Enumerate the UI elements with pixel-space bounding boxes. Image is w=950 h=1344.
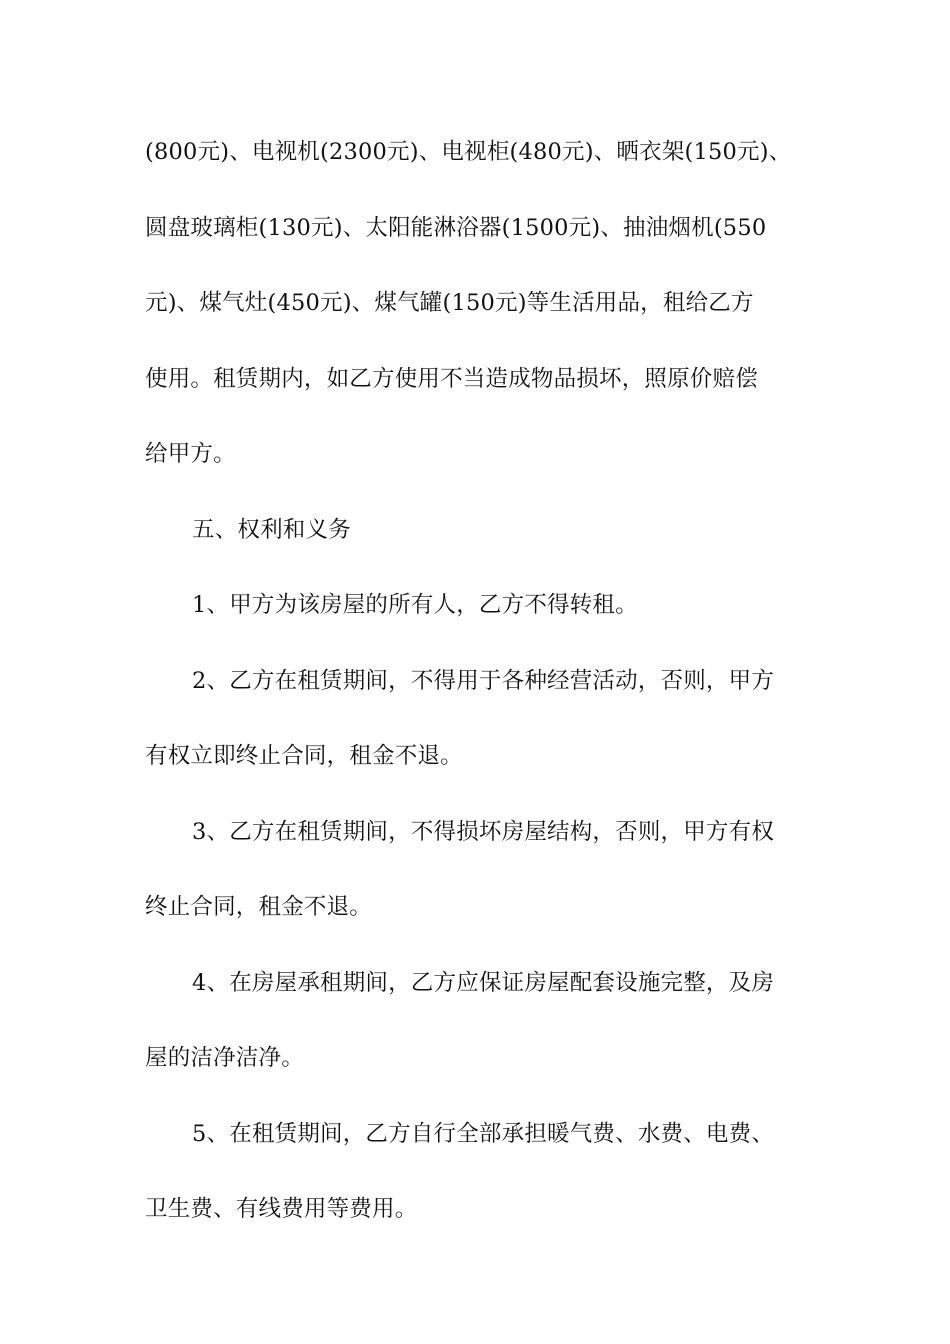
- paragraph-line: 3、乙方在租赁期间，不得损坏房屋结构，否则，甲方有权: [192, 818, 775, 845]
- document-body: [145, 126, 825, 1259]
- paragraph-line: 圆盘玻璃柜(130元)、太阳能淋浴器(1500元)、抽油烟机(550: [145, 214, 767, 241]
- paragraph-line: (800元)、电视机(2300元)、电视柜(480元)、晒衣架(150元)、: [145, 139, 792, 165]
- paragraph-line: 4、在房屋承租期间，乙方应保证房屋配套设施完整，及房: [192, 969, 775, 996]
- paragraph-line: 使用。租赁期内，如乙方使用不当造成物品损坏，照原价赔偿: [145, 365, 758, 392]
- paragraph-line: 终止合同，租金不退。: [145, 894, 373, 920]
- paragraph-line: 卫生费、有线费用等费用。: [145, 1196, 418, 1222]
- paragraph-line: 1、甲方为该房屋的所有人，乙方不得转租。: [192, 592, 638, 618]
- paragraph-line: 有权立即终止合同，租金不退。: [145, 743, 463, 769]
- paragraph-line: 元)、煤气灶(450元)、煤气罐(150元)等生活用品，租给乙方: [145, 290, 754, 316]
- paragraph-line: 2、乙方在租赁期间，不得用于各种经营活动，否则，甲方: [192, 667, 775, 694]
- paragraph-line: 5、在租赁期间，乙方自行全部承担暖气费、水费、电费、: [192, 1120, 775, 1147]
- paragraph-line: 给甲方。: [145, 441, 236, 467]
- section-heading: 五、权利和义务: [192, 516, 351, 543]
- paragraph-line: 屋的洁净洁净。: [145, 1045, 304, 1071]
